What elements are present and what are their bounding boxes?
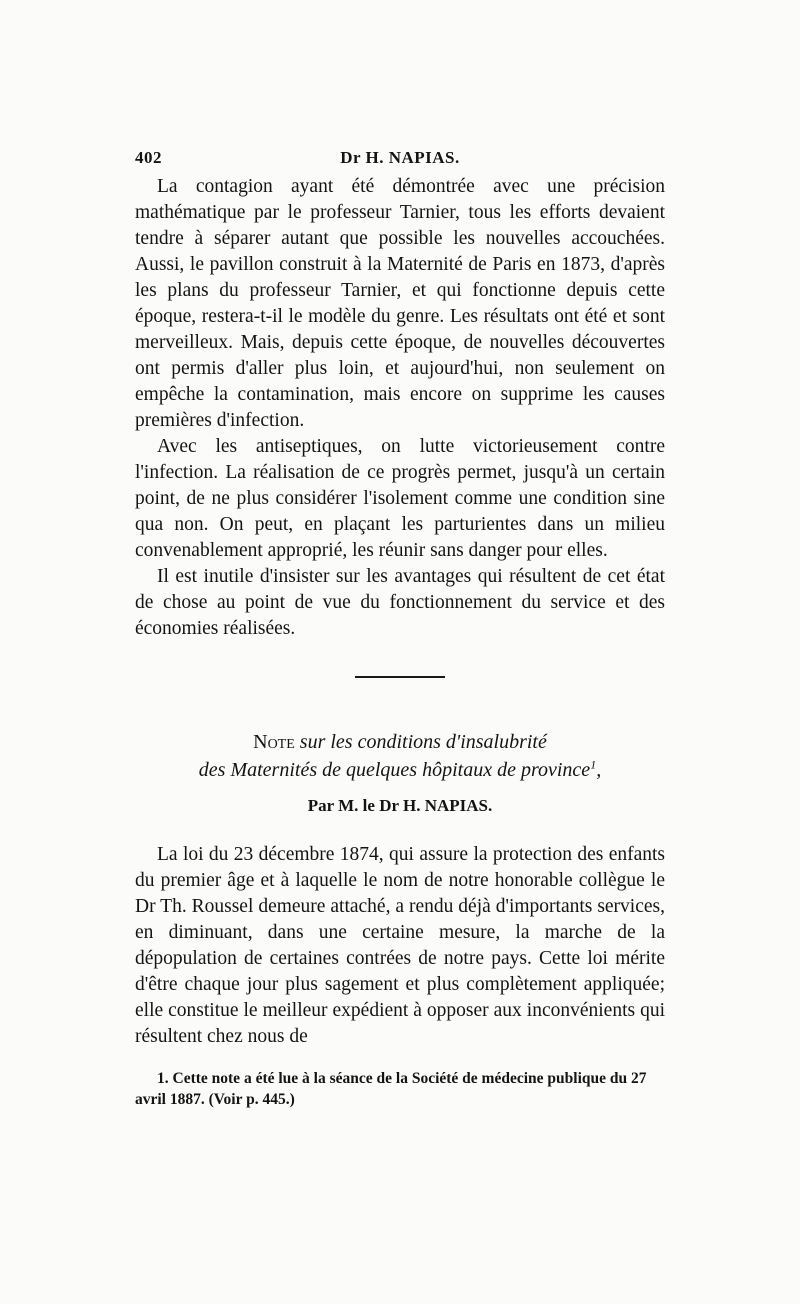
paragraph: Avec les antiseptiques, on lutte victorieusement contre l'infection. La réalisation de ce progrès permet, jusqu'à un certain point, de ne plus considérer l'isolement comme une condition sine qua non. On peut, en plaçant les parturientes dans un milieu convenablement approprié, les réunir sans danger pour elles. [135, 436, 665, 561]
section-1 [135, 174, 665, 642]
page-number: 402 [135, 148, 162, 167]
note-title [135, 728, 665, 784]
running-header [135, 144, 665, 172]
note-title-lead: Note [253, 731, 295, 753]
paragraph: La contagion ayant été démontrée avec une précision mathématique par le professeur Tarnier, tous les efforts devaient tendre à séparer autant que possible les nouvelles accouchées. Aussi, le pavillon construit à la Maternité de Paris en 1873, d'après les plans du professeur Tarnier, et qui fonctionne depuis cette époque, restera-t-il le modèle du genre. Les résultats ont été et sont merveilleux. Mais, depuis cette époque, de nouvelles découvertes ont permis d'aller plus loin, et aujourd'hui, non seulement on empêche la contamination, mais encore on supprime les causes premières d'infection. [135, 176, 665, 431]
footnote-text: 1. Cette note a été lue à la séance de la Société de médecine publique du 27 avril 1887. (Voir p. 445.) [135, 1070, 647, 1108]
paragraph: Il est inutile d'insister sur les avantages qui résultent de cet état de chose au point de vue du fonctionnement du service et des économies réalisées. [135, 566, 665, 639]
section-divider [355, 676, 445, 678]
running-title: Dr H. NAPIAS. [340, 148, 460, 167]
note-title-end: , [596, 759, 602, 781]
footnote [135, 1068, 665, 1110]
footnote-marker: 1 [590, 757, 597, 772]
section-2 [135, 842, 665, 1050]
note-title-text-2: des Maternités de quelques hôpitaux de province [198, 759, 591, 781]
note-title-line-2 [135, 756, 665, 784]
note-title-line-1 [135, 728, 665, 756]
paragraph: La loi du 23 décembre 1874, qui assure la protection des enfants du premier âge et à laquelle le nom de notre honorable collègue le Dr Th. Roussel demeure attaché, a rendu déjà d'importants services, en diminuant, dans une certaine mesure, la marche de la dépopulation de certaines contrées de notre pays. Cette loi mérite d'être chaque jour plus sagement et plus complètement appliquée; elle constitue le meilleur expédient à opposer aux inconvénients qui résultent chez nous de [135, 844, 665, 1047]
byline: Par M. le Dr H. NAPIAS. [307, 796, 493, 815]
note-title-text-1: sur les conditions d'insalubrité [299, 731, 547, 753]
